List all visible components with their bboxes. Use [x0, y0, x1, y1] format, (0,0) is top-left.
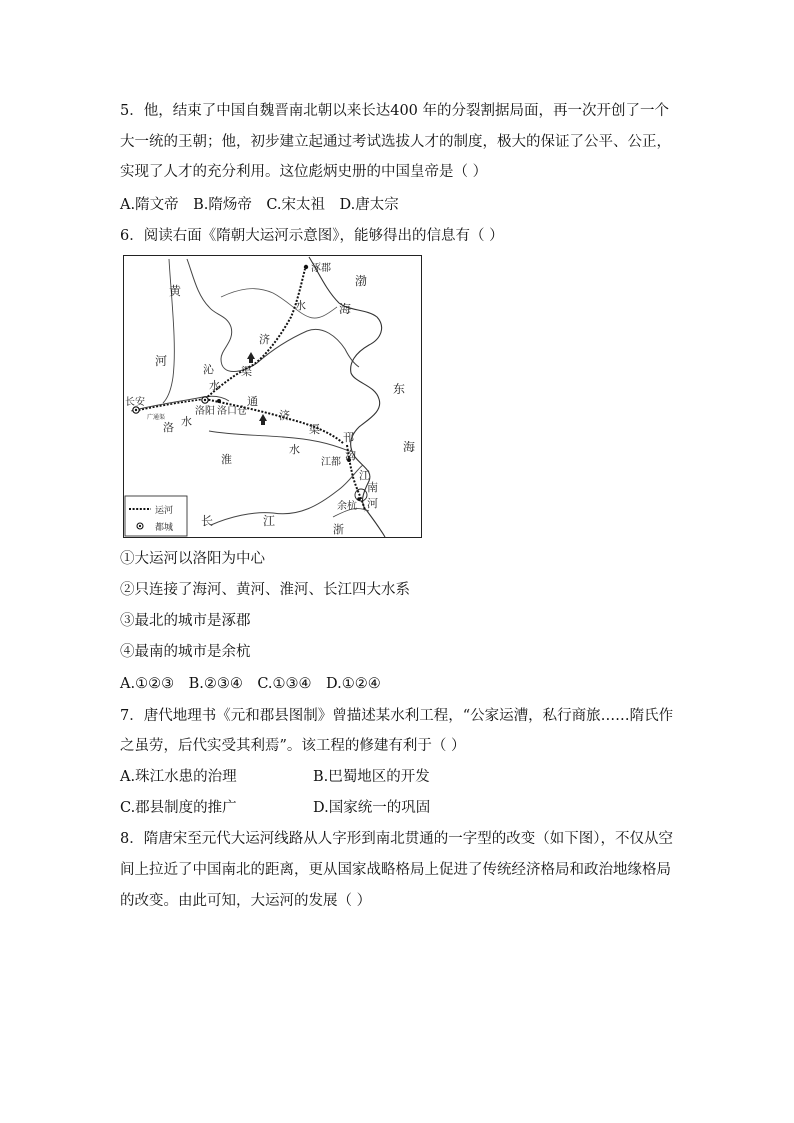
map-label-guangtongqu: 广通渠	[147, 414, 166, 421]
map-river-huang: 黄	[169, 284, 182, 298]
map-label-ji-north: 济	[259, 333, 270, 346]
map-label-tong: 通	[247, 395, 258, 408]
map-river-chang: 长	[201, 514, 214, 528]
q6-options: A.①②③ B.②③④ C.①③④ D.①②④	[120, 676, 381, 692]
q6-item-1: ①大运河以洛阳为中心	[120, 551, 265, 567]
map-city-jiangdu: 江都	[321, 457, 341, 468]
map-river-luo: 洛	[163, 421, 174, 434]
q7-option-b: B.巴蜀地区的开发	[313, 769, 430, 785]
q8-stem-line1: 8．隋唐宋至元代大运河线路从人字形到南北贯通的一字型的改变（如下图），不仅从空	[120, 831, 673, 847]
map-sea-dong: 东	[393, 382, 406, 396]
map-label-he-canal: 河	[367, 497, 378, 510]
map-city-zhuojun: 涿郡	[311, 263, 331, 274]
map-label-nan: 南	[367, 481, 378, 494]
map-sea-hai-bohai: 海	[339, 302, 352, 316]
map-city-luokoucang: 洛口仓	[217, 406, 247, 417]
q7-option-d: D.国家统一的巩固	[313, 800, 431, 816]
map-label-gou: 沟	[345, 449, 356, 462]
map-label-ji-south: 济	[279, 409, 290, 422]
map-river-huai: 淮	[221, 453, 232, 466]
grand-canal-map	[123, 255, 422, 538]
map-river-jiang: 江	[263, 514, 276, 528]
q5-stem-line1: 5．他，结束了中国自魏晋南北朝以来长达400 年的分裂割据局面，再一次开创了一个	[120, 103, 670, 119]
q5-options: A.隋文帝 B.隋炀帝 C.宋太祖 D.唐太宗	[120, 197, 399, 213]
map-river-shui-qin: 水	[209, 379, 220, 392]
map-sea-hai-donghai: 海	[403, 440, 416, 454]
q6-item-3: ③最北的城市是涿郡	[120, 613, 251, 629]
legend-canal: 运河	[155, 506, 174, 516]
map-label-yong: 水	[295, 299, 306, 312]
map-legend	[125, 496, 187, 536]
q6-stem: 6．阅读右面《隋朝大运河示意图》，能够得出的信息有（ ）	[120, 228, 504, 244]
legend-capital: 都城	[155, 523, 174, 533]
map-river-he: 河	[155, 354, 168, 368]
q7-option-a: A.珠江水患的治理	[120, 769, 237, 785]
map-river-zhe: 浙	[333, 523, 344, 536]
map-sea-bo: 渤	[355, 274, 368, 288]
q5-stem-line3: 实现了人才的充分利用。这位彪炳史册的中国皇帝是（ ）	[120, 164, 488, 180]
map-river-shui-huai: 水	[289, 443, 300, 456]
q7-stem-line2: 之虽劳，后代实受其利焉”。该工程的修建有利于（ ）	[120, 738, 466, 754]
map-river-shui-luo: 水	[181, 415, 192, 428]
map-river-qin: 沁	[203, 363, 214, 376]
q6-item-4: ④最南的城市是余杭	[120, 644, 251, 660]
map-city-luoyang: 洛阳	[195, 406, 215, 417]
q5-stem-line2: 大一统的王朝；他，初步建立起通过考试选拔人才的制度，极大的保证了公平、公正，	[120, 134, 671, 150]
map-label-qu-south: 渠	[309, 423, 320, 436]
q7-stem-line1: 7．唐代地理书《元和郡县图制》曾描述某水利工程，“公家运漕，私行商旅……隋氏作	[120, 708, 674, 724]
q8-stem-line2: 间上拉近了中国南北的距离，更从国家战略格局上促进了传统经济格局和政治地缘格局	[120, 862, 671, 878]
map-label-jiang-canal: 江	[359, 469, 370, 482]
map-city-changan: 长安	[125, 397, 145, 408]
map-city-yuhang: 余杭	[337, 501, 357, 512]
q7-option-c: C.郡县制度的推广	[120, 800, 237, 816]
q6-item-2: ②只连接了海河、黄河、淮河、长江四大水系	[120, 582, 410, 598]
q8-stem-line3: 的改变。由此可知，大运河的发展（ ）	[120, 893, 372, 909]
map-label-qu-north: 渠	[241, 365, 252, 378]
map-label-han: 邗	[343, 431, 354, 444]
